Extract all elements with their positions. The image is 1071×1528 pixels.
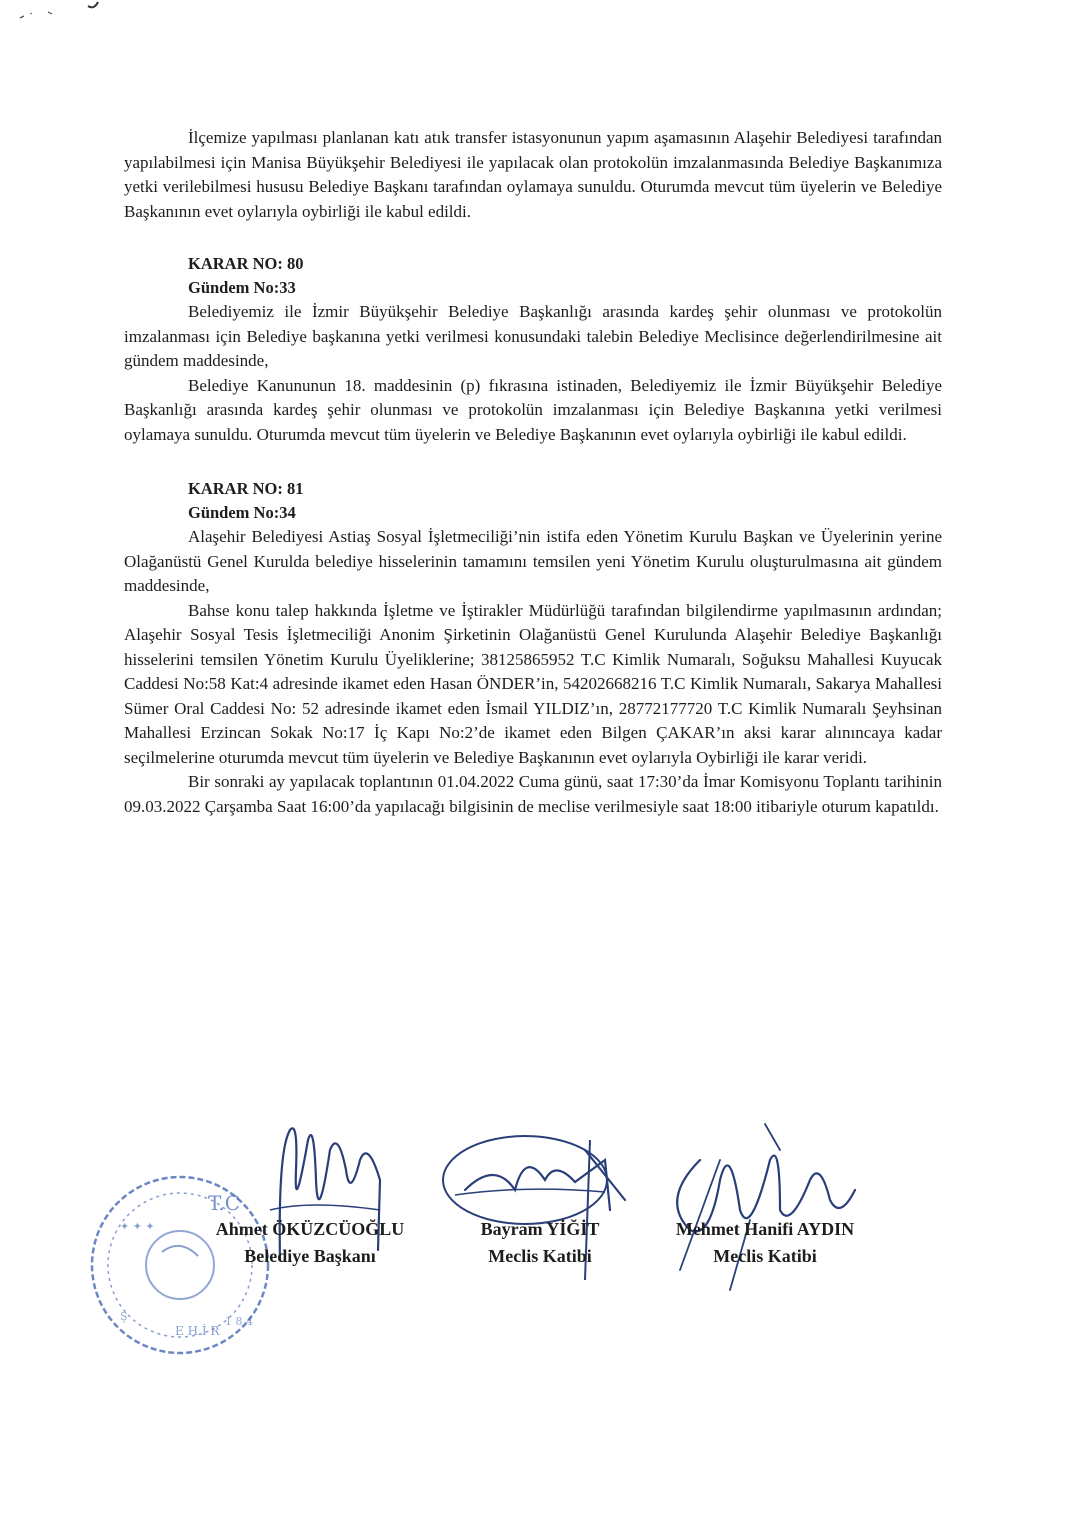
- svg-text:T.C: T.C: [208, 1191, 241, 1215]
- agenda-number: Gündem No:33: [188, 278, 296, 297]
- signatory-title: Meclis Katibi: [713, 1246, 817, 1266]
- signatory-clerk-1: [455, 1216, 625, 1270]
- signature-block: [80, 1130, 1000, 1370]
- signatory-name: Bayram YİĞİT: [480, 1219, 600, 1239]
- decision-number: KARAR NO: 80: [188, 254, 304, 273]
- svg-text:Ş: Ş: [120, 1310, 128, 1323]
- decision-paragraph: Belediye Kanununun 18. maddesinin (p) fıkrasına istinaden, Belediyemiz ile İzmir Büyükşehir Belediye Başkanlığı arasında kardeş şehir olunması ve protokolün imzalanması için Belediye Başkanına yetki verilmesi oylamaya sunuldu. Oturumda mevcut tüm üyelerin ve Belediye Başkanının evet oylarıyla oybirliği ile kabul edildi.: [124, 375, 942, 444]
- decision-paragraph: Bahse konu talep hakkında İşletme ve İştirakler Müdürlüğü tarafından bilgilendirme yapılmasının ardından; Alaşehir Sosyal Tesis İşletmeciliği Anonim Şirketinin Olağanüstü Genel Kurulunda Alaşehir Belediye Başkanlığı hisselerini temsilen Yönetim Kurulu Üyeliklerine; 38125865952 T.C Kimlik Numaralı, Soğuksu Mahallesi Kuyucak Caddesi No:58 Kat:4 adresinde ikamet eden Hasan ÖNDER’in, 54202668216 T.C Kimlik Numaralı, Sakarya Mahallesi Sümer Oral Caddesi No: 52 adresinde ikamet eden İsmail YILDIZ’ın, 28772177720 T.C Kimlik Numaralı Şeyhsinan Mahallesi Erzincan Sokak No:17 İç Kapı No:2’de ikamet eden Bilgen ÇAKAR’ın aksi karar alınıncaya kadar seçilmelerine oturumda mevcut tüm üyelerin ve Belediye Başkanının evet oylarıyla Oybirliği ile karar veridi.: [124, 600, 942, 767]
- decision-paragraph: Alaşehir Belediyesi Astiaş Sosyal İşletmeciliği’nin istifa eden Yönetim Kurulu Başkan ve Üyelerinin yerine Olağanüstü Genel Kurulda belediye hisselerinin tamamını temsilen yeni Yönetim Kurulu oluşturulmasına ait gündem maddesinde,: [124, 527, 942, 595]
- decision-80: [124, 252, 942, 447]
- signatory-clerk-2: [650, 1216, 880, 1270]
- decision-number: KARAR NO: 81: [188, 479, 304, 498]
- decision-paragraph: Bir sonraki ay yapılacak toplantının 01.04.2022 Cuma günü, saat 17:30’da İmar Komisyonu Toplantı tarihinin 09.03.2022 Çarşamba Saat 16:00’da yapılacağı bilgisinin de meclise verilmesiyle saat 18:00 itibariyle oturum kapatıldı.: [124, 772, 942, 816]
- signatory-name: Mehmet Hanifi AYDIN: [675, 1219, 855, 1239]
- svg-text:E H İ R: E H İ R: [175, 1324, 220, 1338]
- signatory-name: Ahmet ÖKÜZCÜOĞLU: [215, 1219, 405, 1239]
- document-body: [124, 126, 942, 819]
- signatory-title: Belediye Başkanı: [244, 1246, 376, 1266]
- signatory-title: Meclis Katibi: [488, 1246, 592, 1266]
- decision-81: [124, 477, 942, 819]
- intro-paragraph: İlçemize yapılması planlanan katı atık transfer istasyonunun yapım aşamasının Alaşehir Belediyesi tarafından yapılabilmesi için Manisa Büyükşehir Belediyesi ile yapılacak olan protokolün imzalanmasında Belediye Başkanımıza yetki verilebilmesi hususu Belediye Başkanı tarafından oylamaya sunuldu. Oturumda mevcut tüm üyelerin ve Belediye Başkanının evet oylarıyla oybirliği ile kabul edildi.: [124, 128, 942, 221]
- agenda-number: Gündem No:34: [188, 503, 296, 522]
- scan-artifact-icon: [18, 0, 118, 30]
- signatory-mayor: [180, 1216, 440, 1270]
- svg-text:✦ ✦ ✦: ✦ ✦ ✦: [120, 1220, 155, 1233]
- decision-paragraph: Belediyemiz ile İzmir Büyükşehir Belediye Başkanlığı arasında kardeş şehir olunması ve protokolün imzalanması için Belediye başkanına yetki verilmesi konusundaki talebin Belediye Meclisince değerlendirilmesine ait gündem maddesinde,: [124, 302, 942, 370]
- svg-text:1 8 4: 1 8 4: [225, 1315, 253, 1328]
